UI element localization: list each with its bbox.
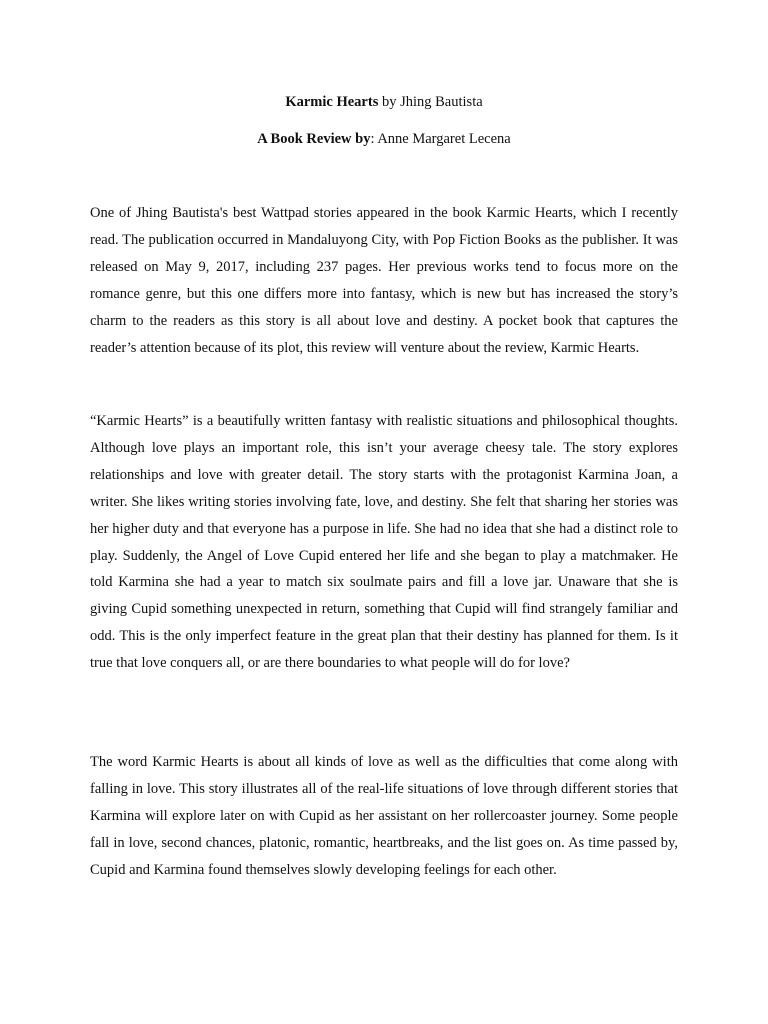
book-title: Karmic Hearts [285,94,379,110]
paragraph-summary: “Karmic Hearts” is a beautifully written fantasy with realistic situations and philosophical thoughts. Although love plays an important role, this isn’t your average cheesy tale. The story explores relationships and love with greater detail. The story starts with the protagonist Karmina Joan, a writer. She likes writing stories involving fate, love, and destiny. She felt that sharing her stories was her higher duty and that everyone has a purpose in life. She had no idea that she had a distinct role to play. Suddenly, the Angel of Love Cupid entered her life and she began to play a matchmaker. He told Karmina she had a year to match six soulmate pairs and fill a love jar. Unaware that she is giving Cupid something unexpected in return, something that Cupid will find strangely familiar and odd. This is the only imperfect feature in the great plan that their destiny has planned for them. Is it true that love conquers all, or are there boundaries to what people will do for love? [90,413,678,672]
review-label: A Book Review by [257,131,371,147]
paragraph-analysis: The word Karmic Hearts is about all kinds of love as well as the difficulties that come along with falling in love. This story illustrates all of the real-life situations of love through different stories that Karmina will explore later on with Cupid as her assistant on her rollercoaster journey. Some people fall in love, second chances, platonic, romantic, heartbreaks, and the list goes on. As time passed by, Cupid and Karmina found themselves slowly developing feelings for each other. [90,754,678,878]
paragraph-intro: One of Jhing Bautista's best Wattpad stories appeared in the book Karmic Hearts, which I recently read. The publication occurred in Mandaluyong City, with Pop Fiction Books as the publisher. It was released on May 9, 2017, including 237 pages. Her previous works tend to focus more on the romance genre, but this one differs more into fantasy, which is new but has increased the story’s charm to the readers as this story is all about love and destiny. A pocket book that captures the reader’s attention because of its plot, this review will venture about the review, Karmic Hearts. [90,205,678,356]
document-title [0,92,768,112]
book-author: by Jhing Bautista [378,94,483,110]
reviewer-name: : Anne Margaret Lecena [370,131,511,147]
review-byline [0,129,768,149]
